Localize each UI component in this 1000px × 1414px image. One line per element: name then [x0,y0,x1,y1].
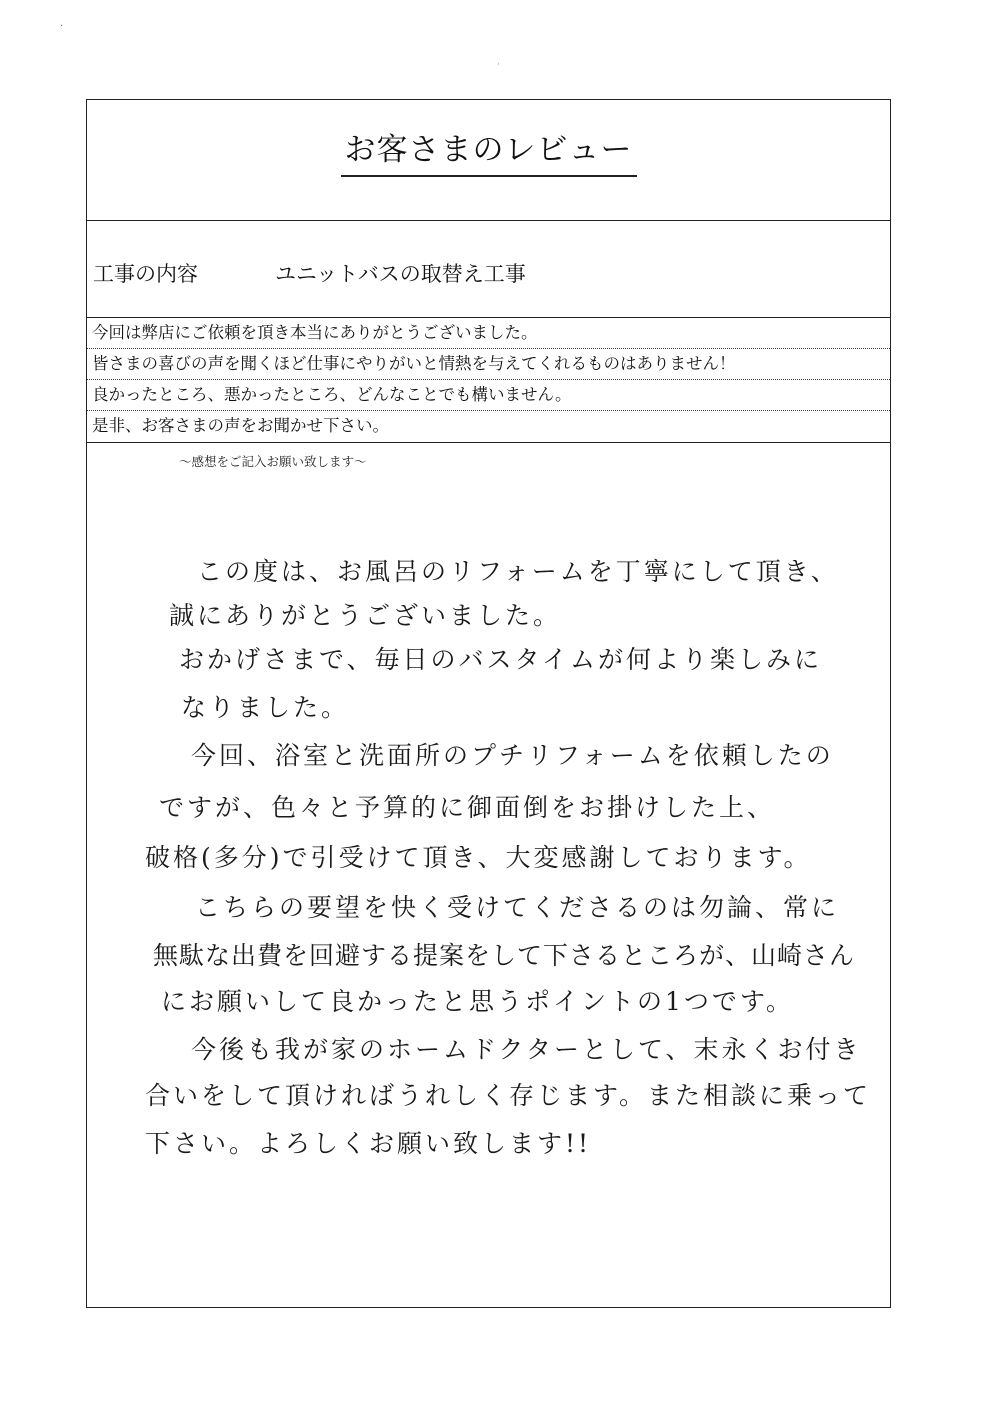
review-form [86,99,891,1308]
review-line: 無駄な出費を回避する提案をして下さるところが、山崎さん [153,941,856,970]
title-section [87,100,890,221]
review-line: なりました。 [181,693,350,722]
form-title-wrapper [87,124,890,177]
review-line: 合いをして頂ければうれしく存じます。また相談に乗って [145,1081,872,1110]
work-label: 工事の内容 [93,262,198,286]
review-line: 今回、浴室と洗面所のプチリフォームを依頼したの [191,741,834,770]
review-line: 今後も我が家のホームドクターとして、末永くお付き [191,1035,862,1064]
message-line-1: 今回は弊店にご依頼を頂き本当にありがとうございました。 [87,318,890,349]
review-line: この度は、お風呂のリフォームを丁寧にして頂き、 [197,557,839,586]
message-line-2: 皆さまの喜びの声を聞くほど仕事にやりがいと情熱を与えてくれるものはありません！ [87,349,890,380]
top-dot: · [497,60,500,70]
review-line: ですが、色々と予算的に御面倒をお掛けした上、 [159,793,776,822]
sub-note: 〜感想をご記入お願い致します〜 [179,454,367,469]
review-line: こちらの要望を快く受けてくださるのは勿論、常に [195,893,840,922]
message-line-3: 良かったところ、悪かったところ、どんなことでも構いません。 [87,380,890,411]
review-line: 誠にありがとうございました。 [169,601,562,630]
work-value: ユニットバスの取替え工事 [275,262,526,286]
corner-mark: . [60,18,64,29]
review-line: 破格(多分)で引受けて頂き、大変感謝しております。 [145,843,812,872]
form-title: お客さまのレビュー [341,124,637,177]
message-line-4: 是非、お客さまの声をお聞かせ下さい。 [87,411,890,443]
review-line: 下さい。よろしくお願い致します!! [145,1129,592,1158]
review-line: おかげさまで、毎日のバスタイムが何より楽しみに [179,645,823,674]
work-section [87,221,890,318]
review-line: にお願いして良かったと思うポイントの1つです。 [161,987,794,1016]
